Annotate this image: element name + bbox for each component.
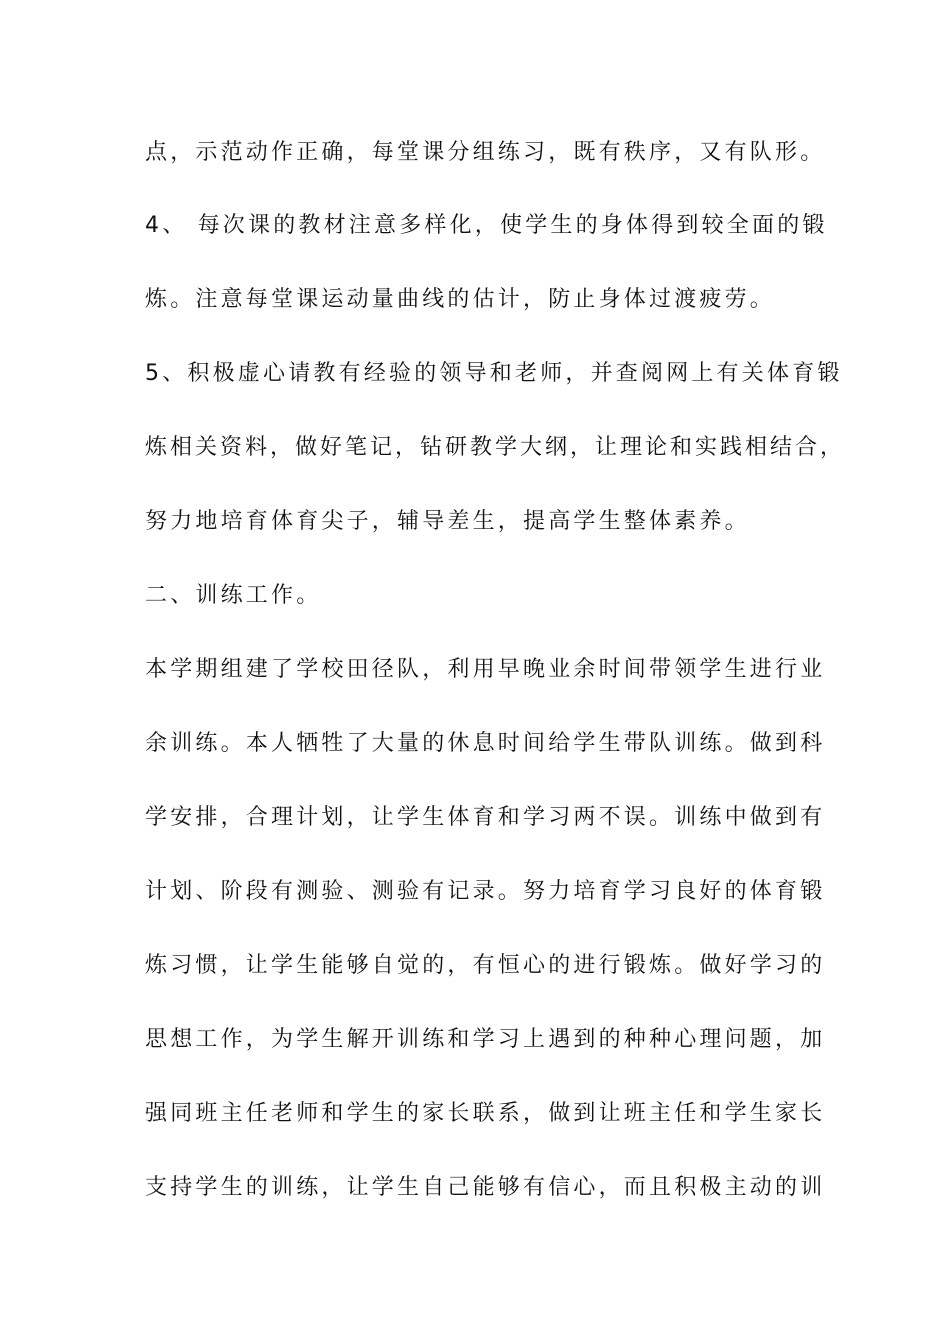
section-heading: 二、训练工作。 <box>145 583 322 608</box>
list-item-5: 5、积极虚心请教有经验的领导和老师，并查阅网上有关体育锻 <box>145 361 843 386</box>
paragraph-line: 支持学生的训练，让学生自己能够有信心，而且积极主动的训 <box>145 1175 826 1200</box>
text-line: 努力地培育体育尖子，辅导差生，提高学生整体素养。 <box>145 509 750 534</box>
list-item-4: 4、 每次课的教材注意多样化，使学生的身体得到较全面的锻 <box>145 213 828 238</box>
paragraph-line: 思想工作，为学生解开训练和学习上遇到的种种心理问题，加 <box>145 1027 826 1052</box>
paragraph-line: 强同班主任老师和学生的家长联系，做到让班主任和学生家长 <box>145 1101 826 1126</box>
text-line: 炼相关资料，做好笔记，钻研教学大纲，让理论和实践相结合， <box>145 435 846 460</box>
paragraph-line: 计划、阶段有测验、测验有记录。努力培育学习良好的体育锻 <box>145 879 826 904</box>
text-line: 炼。注意每堂课运动量曲线的估计，防止身体过渡疲劳。 <box>145 287 776 312</box>
text-line: 点，示范动作正确，每堂课分组练习，既有秩序，又有队形。 <box>145 140 826 165</box>
paragraph-line: 炼习惯，让学生能够自觉的，有恒心的进行锻炼。做好学习的 <box>145 953 826 978</box>
paragraph-line: 余训练。本人牺牲了大量的休息时间给学生带队训练。做到科 <box>145 731 826 756</box>
paragraph-line: 本学期组建了学校田径队，利用早晚业余时间带领学生进行业 <box>145 657 826 682</box>
paragraph-line: 学安排，合理计划，让学生体育和学习两不误。训练中做到有 <box>145 805 826 830</box>
